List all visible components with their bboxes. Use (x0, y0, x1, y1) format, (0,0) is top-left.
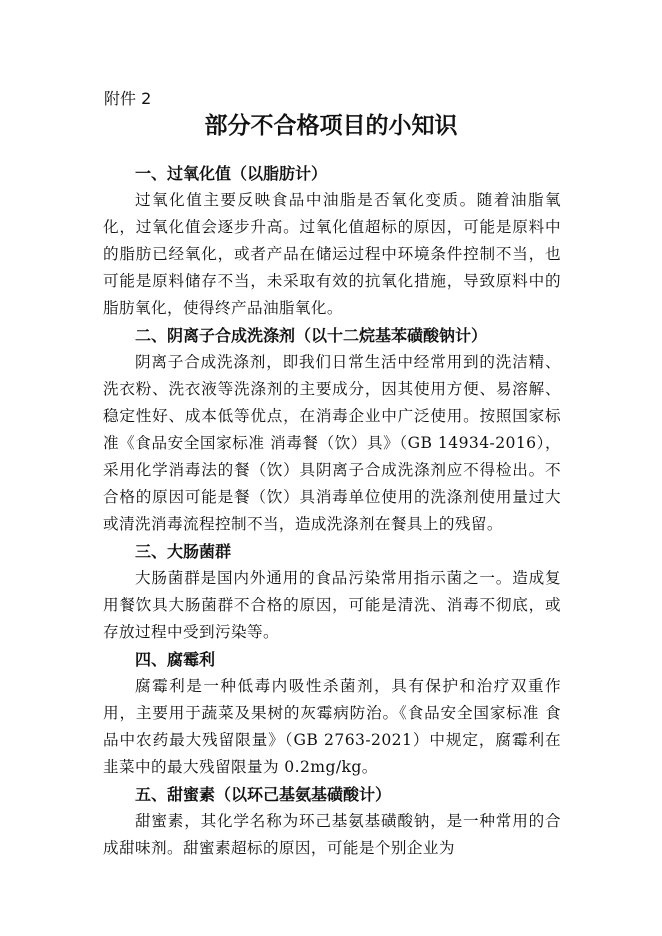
document-body (103, 160, 561, 862)
section-anionic-detergent (103, 322, 561, 538)
section-coliforms (103, 538, 561, 646)
page-title: 部分不合格项目的小知识 (204, 112, 458, 139)
section-heading: 三、大肠菌群 (135, 542, 232, 561)
section-peroxide-value (103, 160, 561, 322)
section-cyclamate (103, 781, 561, 862)
section-paragraph: 甜蜜素，其化学名称为环己基氨基磺酸钠，是一种常用的合成甜味剂。甜蜜素超标的原因，可能是个别企业为 (103, 812, 561, 857)
section-heading: 二、阴离子合成洗涤剂（以十二烷基苯磺酸钠计） (135, 326, 488, 345)
section-paragraph: 大肠菌群是国内外通用的食品污染常用指示菌之一。造成复用餐饮具大肠菌群不合格的原因，可能是清洗、消毒不彻底，或存放过程中受到污染等。 (103, 569, 561, 641)
annex-label: 附件 2 (104, 89, 152, 108)
section-paragraph: 过氧化值主要反映食品中油脂是否氧化变质。随着油脂氧化，过氧化值会逐步升高。过氧化值超标的原因，可能是原料中的脂肪已经氧化，或者产品在储运过程中环境条件控制不当，也可能是原料储存不当，未采取有效的抗氧化措施，导致原料中的脂肪氧化，使得终产品油脂氧化。 (103, 191, 561, 317)
section-procymidone (103, 646, 561, 781)
section-paragraph: 腐霉利是一种低毒内吸性杀菌剂，具有保护和治疗双重作用，主要用于蔬菜及果树的灰霉病防治。《食品安全国家标准 食品中农药最大残留限量》（GB 2763-2021）中规定，腐霉利在韭菜中的最大残留限量为 0.2mg/kg。 (103, 677, 561, 776)
section-heading: 五、甜蜜素（以环己基氨基磺酸计） (135, 785, 392, 804)
section-heading: 一、过氧化值（以脂肪计） (135, 164, 328, 183)
section-paragraph: 阴离子合成洗涤剂，即我们日常生活中经常用到的洗洁精、洗衣粉、洗衣液等洗涤剂的主要成分，因其使用方便、易溶解、稳定性好、成本低等优点，在消毒企业中广泛使用。按照国家标准《食品安全国家标准 消毒餐（饮）具》（GB 14934-2016），采用化学消毒法的餐（饮）具阴离子合成洗涤剂应不得检出。不合格的原因可能是餐（饮）具消毒单位使用的洗涤剂使用量过大或清洗消毒流程控制不当，造成洗涤剂在餐具上的残留。 (103, 353, 561, 533)
section-heading: 四、腐霉利 (135, 650, 216, 669)
